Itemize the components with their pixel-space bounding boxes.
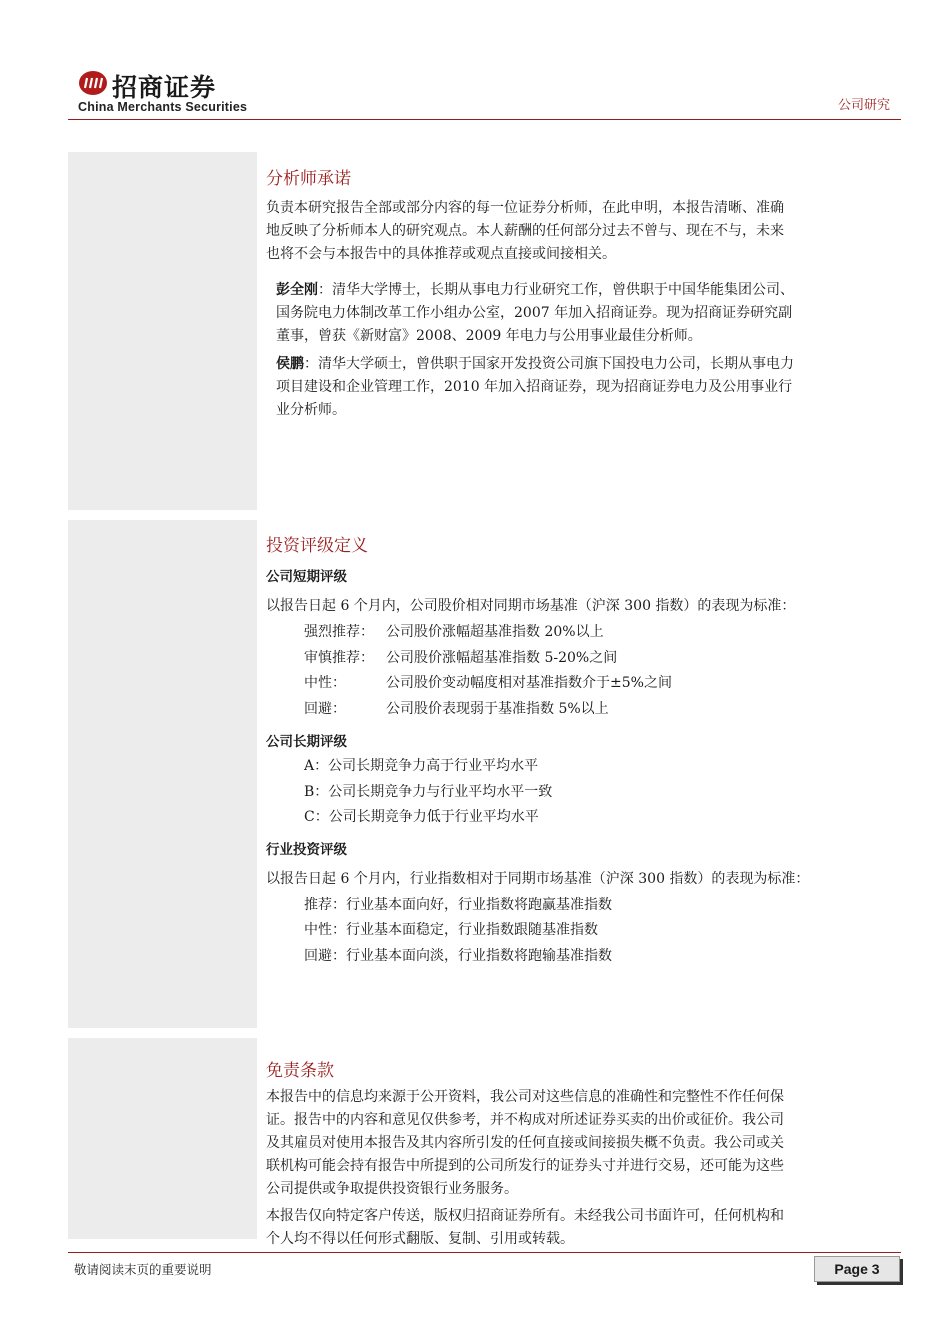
analyst-name: 彭全刚: [276, 282, 318, 298]
short-term-rating-intro: 以报告日起 6 个月内，公司股价相对同期市场基准（沪深 300 指数）的表现为标准：: [266, 598, 796, 614]
company-logo: [78, 68, 318, 118]
text-line: 本报告仅向特定客户传送，版权归招商证券所有。未经我公司书面许可，任何机构和: [266, 1208, 784, 1224]
footer-note: 敬请阅读末页的重要说明: [74, 1262, 212, 1277]
analyst-commitment-text: [266, 197, 896, 266]
text-line: 及其雇员对使用本报告及其内容所引发的任何直接或间接损失概不负责。我公司或关: [266, 1135, 784, 1151]
industry-rating-intro: 以报告日起 6 个月内，行业指数相对于同期市场基准（沪深 300 指数）的表现为标准：: [266, 871, 810, 887]
disclaimer-paragraph: [266, 1086, 896, 1201]
short-term-rating-heading: 公司短期评级: [266, 569, 347, 585]
text-line: 国务院电力体制改革工作小组办公室，2007 年加入招商证券。现为招商证券研究副: [276, 305, 793, 321]
rating-description: 公司股价涨幅超基准指数 5-20%之间: [386, 650, 618, 666]
industry-rating-item: 中性：行业基本面稳定，行业指数跟随基准指数: [304, 922, 598, 938]
text-line: [276, 353, 896, 376]
logo-mark-icon: [78, 70, 108, 96]
text-line: 个人均不得以任何形式翻版、复制、引用或转载。: [266, 1231, 574, 1247]
analyst-commitment-title: 分析师承诺: [266, 169, 351, 189]
rating-label: 审慎推荐：: [304, 650, 374, 666]
text-line: 业分析师。: [276, 402, 346, 418]
analyst-bio: [276, 279, 896, 348]
sidebar-column: [68, 152, 257, 1239]
text-line: 证。报告中的内容和意见仅供参考，并不构成对所述证券买卖的出价或征价。我公司: [266, 1112, 784, 1128]
header-divider: [68, 119, 901, 120]
analyst-bio-text: ：清华大学博士，长期从事电力行业研究工作，曾供职于中国华能集团公司、: [318, 282, 794, 298]
analyst-name: 侯鹏: [276, 356, 304, 372]
industry-rating-heading: 行业投资评级: [266, 842, 347, 858]
text-line: 负责本研究报告全部或部分内容的每一位证券分析师，在此申明，本报告清晰、准确: [266, 200, 784, 216]
rating-label: 强烈推荐：: [304, 624, 374, 640]
disclaimer-title: 免责条款: [266, 1061, 334, 1081]
sidebar-gap: [68, 510, 257, 520]
text-line: 本报告中的信息均来源于公开资料，我公司对这些信息的准确性和完整性不作任何保: [266, 1089, 784, 1105]
industry-rating-item: 推荐：行业基本面向好，行业指数将跑赢基准指数: [304, 897, 612, 913]
section-label: 公司研究: [837, 98, 890, 113]
text-line: 联机构可能会持有报告中所提到的公司所发行的证券头寸并进行交易，还可能为这些: [266, 1158, 784, 1174]
text-line: 项目建设和企业管理工作，2010 年加入招商证券，现为招商证券电力及公用事业行: [276, 379, 793, 395]
text-line: 也将不会与本报告中的具体推荐或观点直接或间接相关。: [266, 246, 616, 262]
rating-description: 公司股价涨幅超基准指数 20%以上: [386, 624, 604, 640]
rating-label: 中性：: [304, 675, 346, 691]
rating-definitions-title: 投资评级定义: [266, 536, 368, 556]
text-line: 公司提供或争取提供投资银行业务服务。: [266, 1181, 518, 1197]
long-term-rating-item: B：公司长期竞争力与行业平均水平一致: [304, 784, 553, 800]
long-term-rating-item: C：公司长期竞争力低于行业平均水平: [304, 809, 539, 825]
logo-chinese-name: 招商证券: [112, 73, 217, 102]
rating-description: 公司股价表现弱于基准指数 5%以上: [386, 701, 609, 717]
footer-divider: [68, 1252, 901, 1253]
industry-rating-item: 回避：行业基本面向淡，行业指数将跑输基准指数: [304, 948, 612, 964]
text-line: 地反映了分析师本人的研究观点。本人薪酬的任何部分过去不曾与、现在不与，未来: [266, 223, 784, 239]
long-term-rating-heading: 公司长期评级: [266, 734, 347, 750]
analyst-bio: [276, 353, 896, 422]
disclaimer-paragraph: [266, 1205, 896, 1251]
long-term-rating-item: A：公司长期竞争力高于行业平均水平: [304, 758, 539, 774]
text-line: [276, 279, 896, 302]
logo-english-name: China Merchants Securities: [78, 100, 248, 114]
analyst-bio-text: ：清华大学硕士，曾供职于国家开发投资公司旗下国投电力公司，长期从事电力: [304, 356, 794, 372]
page-number: Page 3: [814, 1256, 900, 1282]
text-line: 董事，曾获《新财富》2008、2009 年电力与公用事业最佳分析师。: [276, 328, 702, 344]
rating-label: 回避：: [304, 701, 346, 717]
sidebar-gap: [68, 1028, 257, 1038]
rating-description: 公司股价变动幅度相对基准指数介于±5%之间: [386, 675, 672, 691]
